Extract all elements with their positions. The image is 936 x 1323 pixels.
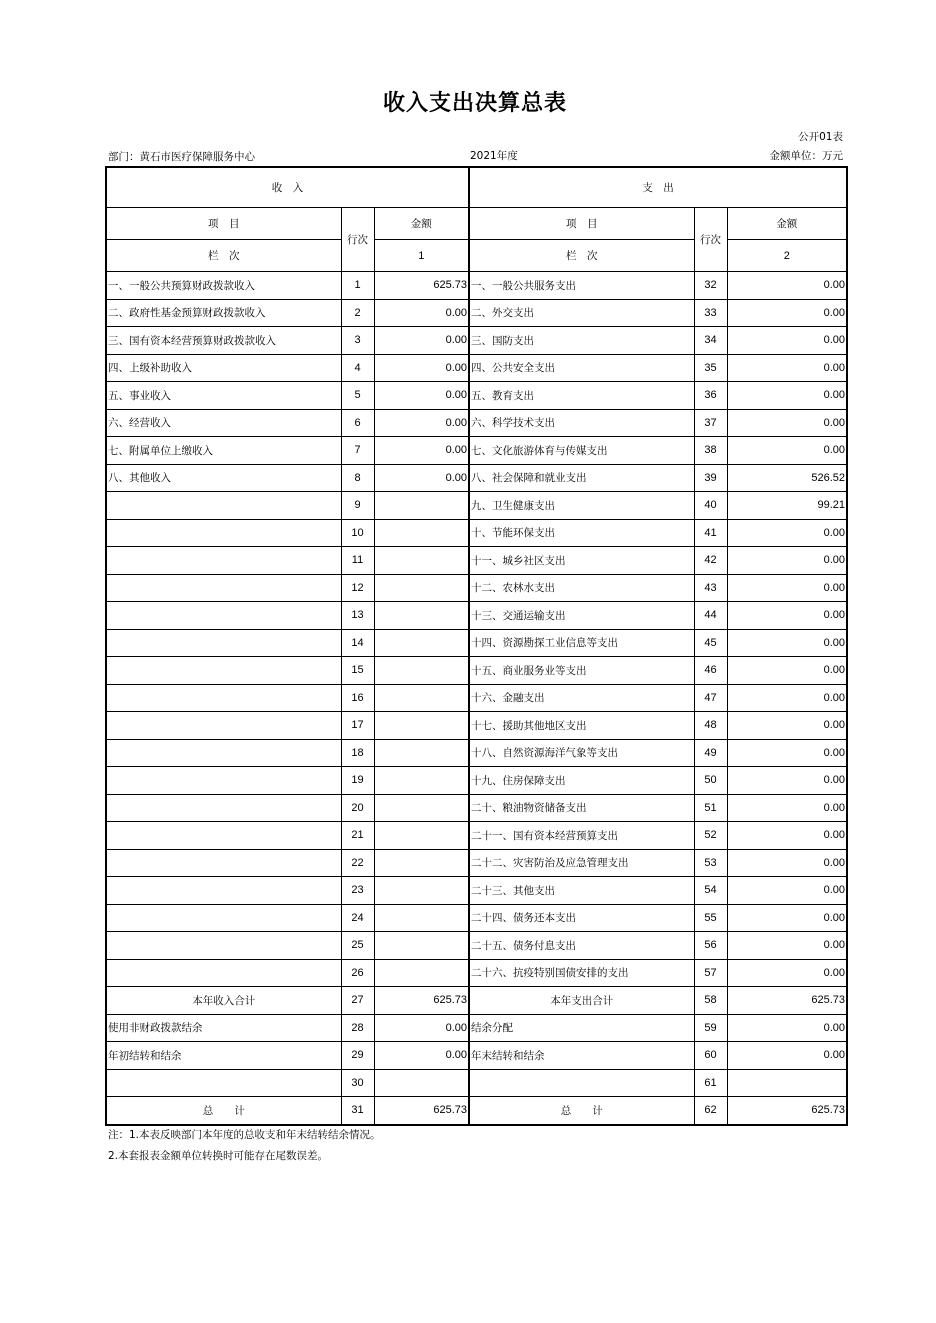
income-item-cell [106, 712, 341, 740]
expense-amount-cell: 0.00 [727, 904, 847, 932]
header-row-index [106, 240, 847, 272]
income-rowno-cell: 28 [341, 1014, 374, 1042]
expense-item-cell: 二、外交支出 [469, 299, 694, 327]
expense-item-cell: 本年支出合计 [469, 987, 694, 1015]
expense-rowno-cell: 33 [694, 299, 727, 327]
expense-item-cell: 结余分配 [469, 1014, 694, 1042]
income-amount-cell: 0.00 [374, 1014, 469, 1042]
income-amount-cell: 625.73 [374, 987, 469, 1015]
income-item-cell: 五、事业收入 [106, 382, 341, 410]
expense-item-cell: 十六、金融支出 [469, 684, 694, 712]
income-item-cell [106, 574, 341, 602]
expense-amount-cell: 0.00 [727, 767, 847, 795]
expense-item-cell: 十三、交通运输支出 [469, 602, 694, 630]
total-row [106, 1097, 847, 1125]
year-label: 2021年度 [470, 150, 518, 162]
table-row [106, 629, 847, 657]
form-number: 公开01表 [798, 131, 843, 143]
expense-amount-cell: 0.00 [727, 712, 847, 740]
income-rowno-cell: 8 [341, 464, 374, 492]
income-item-cell [106, 492, 341, 520]
table-row [106, 519, 847, 547]
expense-amount-cell: 0.00 [727, 382, 847, 410]
income-rowno-cell: 10 [341, 519, 374, 547]
income-item-cell: 使用非财政拨款结余 [106, 1014, 341, 1042]
table-row [106, 354, 847, 382]
expense-amount-cell: 0.00 [727, 1042, 847, 1070]
expense-amount-cell: 0.00 [727, 1014, 847, 1042]
expense-amount-cell: 0.00 [727, 822, 847, 850]
expense-amount-cell: 0.00 [727, 409, 847, 437]
income-rowno-cell: 16 [341, 684, 374, 712]
footnote-1: 注：1.本表反映部门本年度的总收支和年末结转结余情况。 [108, 1129, 381, 1141]
expense-item-cell: 二十四、债务还本支出 [469, 904, 694, 932]
income-item-cell [106, 629, 341, 657]
expense-item-cell: 八、社会保障和就业支出 [469, 464, 694, 492]
expense-rowno-cell: 55 [694, 904, 727, 932]
table-row [106, 959, 847, 987]
expense-rowno-cell: 41 [694, 519, 727, 547]
income-amount-cell [374, 739, 469, 767]
table-row [106, 437, 847, 465]
income-rowno-cell: 18 [341, 739, 374, 767]
budget-table [105, 166, 848, 1126]
income-section-header: 收 入 [106, 167, 469, 208]
expense-amount-cell: 99.21 [727, 492, 847, 520]
income-amount-cell [374, 794, 469, 822]
income-column-index: 1 [374, 240, 469, 272]
total-row [106, 1069, 847, 1097]
income-amount-cell [374, 657, 469, 685]
expense-amount-cell: 0.00 [727, 272, 847, 300]
income-item-cell: 八、其他收入 [106, 464, 341, 492]
expense-rowno-header: 行次 [694, 208, 727, 272]
expense-item-cell: 十五、商业服务业等支出 [469, 657, 694, 685]
expense-rowno-cell: 39 [694, 464, 727, 492]
expense-item-cell: 三、国防支出 [469, 327, 694, 355]
income-amount-cell [374, 547, 469, 575]
income-item-cell: 三、国有资本经营预算财政拨款收入 [106, 327, 341, 355]
income-amount-cell [374, 712, 469, 740]
income-rowno-cell: 17 [341, 712, 374, 740]
income-rowno-cell: 15 [341, 657, 374, 685]
expense-rowno-cell: 57 [694, 959, 727, 987]
expense-rowno-cell: 52 [694, 822, 727, 850]
table-row [106, 822, 847, 850]
income-item-cell [106, 959, 341, 987]
income-item-cell: 总 计 [106, 1097, 341, 1125]
income-rowno-cell: 31 [341, 1097, 374, 1125]
income-rowno-header: 行次 [341, 208, 374, 272]
expense-item-cell: 十七、援助其他地区支出 [469, 712, 694, 740]
income-rowno-cell: 27 [341, 987, 374, 1015]
income-amount-cell [374, 684, 469, 712]
expense-item-cell: 十八、自然资源海洋气象等支出 [469, 739, 694, 767]
expense-item-cell: 二十一、国有资本经营预算支出 [469, 822, 694, 850]
income-item-cell [106, 849, 341, 877]
expense-item-cell: 六、科学技术支出 [469, 409, 694, 437]
income-rowno-cell: 2 [341, 299, 374, 327]
expense-item-cell: 十四、资源勘探工业信息等支出 [469, 629, 694, 657]
income-amount-cell [374, 904, 469, 932]
header-row-columns [106, 208, 847, 240]
expense-rowno-cell: 53 [694, 849, 727, 877]
income-rowno-cell: 11 [341, 547, 374, 575]
expense-item-cell: 十一、城乡社区支出 [469, 547, 694, 575]
expense-item-cell: 二十五、债务付息支出 [469, 932, 694, 960]
table-row [106, 492, 847, 520]
expense-amount-cell: 625.73 [727, 1097, 847, 1125]
income-amount-cell [374, 492, 469, 520]
table-row [106, 547, 847, 575]
income-item-cell [106, 602, 341, 630]
expense-item-cell: 二十、粮油物资储备支出 [469, 794, 694, 822]
income-item-cell: 六、经营收入 [106, 409, 341, 437]
table-row [106, 739, 847, 767]
expense-item-cell: 十、节能环保支出 [469, 519, 694, 547]
income-item-cell [106, 519, 341, 547]
table-row [106, 272, 847, 300]
department-label: 部门：黄石市医疗保障服务中心 [108, 151, 255, 163]
table-row [106, 849, 847, 877]
table-row [106, 464, 847, 492]
income-amount-cell [374, 877, 469, 905]
income-item-cell: 本年收入合计 [106, 987, 341, 1015]
expense-rowno-cell: 42 [694, 547, 727, 575]
income-item-cell: 一、一般公共预算财政拨款收入 [106, 272, 341, 300]
expense-amount-cell: 0.00 [727, 657, 847, 685]
expense-rowno-cell: 47 [694, 684, 727, 712]
expense-rowno-cell: 44 [694, 602, 727, 630]
income-amount-cell [374, 519, 469, 547]
income-rowno-cell: 6 [341, 409, 374, 437]
expense-item-cell: 五、教育支出 [469, 382, 694, 410]
income-rowno-cell: 25 [341, 932, 374, 960]
income-rowno-cell: 9 [341, 492, 374, 520]
expense-column-index: 2 [727, 240, 847, 272]
expense-rowno-cell: 37 [694, 409, 727, 437]
income-amount-cell: 0.00 [374, 382, 469, 410]
expense-rowno-cell: 58 [694, 987, 727, 1015]
income-rowno-cell: 30 [341, 1069, 374, 1097]
expense-rowno-cell: 40 [694, 492, 727, 520]
income-amount-cell: 0.00 [374, 327, 469, 355]
income-item-cell [106, 1069, 341, 1097]
expense-item-cell: 年末结转和结余 [469, 1042, 694, 1070]
expense-rowno-cell: 56 [694, 932, 727, 960]
expense-amount-cell: 0.00 [727, 354, 847, 382]
table-row [106, 877, 847, 905]
expense-item-cell: 二十三、其他支出 [469, 877, 694, 905]
expense-rowno-cell: 45 [694, 629, 727, 657]
expense-amount-cell: 0.00 [727, 519, 847, 547]
expense-item-cell: 二十六、抗疫特别国债安排的支出 [469, 959, 694, 987]
income-amount-cell: 0.00 [374, 409, 469, 437]
expense-item-cell: 七、文化旅游体育与传媒支出 [469, 437, 694, 465]
income-rowno-cell: 5 [341, 382, 374, 410]
expense-item-cell: 一、一般公共服务支出 [469, 272, 694, 300]
income-item-cell [106, 684, 341, 712]
expense-column-label: 栏 次 [469, 240, 694, 272]
income-rowno-cell: 24 [341, 904, 374, 932]
expense-rowno-cell: 34 [694, 327, 727, 355]
table-row [106, 684, 847, 712]
expense-item-cell: 总 计 [469, 1097, 694, 1125]
expense-rowno-cell: 46 [694, 657, 727, 685]
total-row [106, 1014, 847, 1042]
income-rowno-cell: 23 [341, 877, 374, 905]
income-rowno-cell: 3 [341, 327, 374, 355]
income-rowno-cell: 13 [341, 602, 374, 630]
table-row [106, 602, 847, 630]
expense-rowno-cell: 51 [694, 794, 727, 822]
income-item-cell: 四、上级补助收入 [106, 354, 341, 382]
income-item-cell: 七、附属单位上缴收入 [106, 437, 341, 465]
income-amount-cell [374, 959, 469, 987]
income-rowno-cell: 12 [341, 574, 374, 602]
expense-item-header: 项 目 [469, 208, 694, 240]
income-amount-cell: 0.00 [374, 464, 469, 492]
expense-rowno-cell: 48 [694, 712, 727, 740]
expense-amount-header: 金额 [727, 208, 847, 240]
income-item-cell [106, 739, 341, 767]
income-rowno-cell: 19 [341, 767, 374, 795]
header-row-sections [106, 167, 847, 208]
income-rowno-cell: 20 [341, 794, 374, 822]
expense-item-cell [469, 1069, 694, 1097]
expense-amount-cell: 526.52 [727, 464, 847, 492]
income-amount-cell [374, 574, 469, 602]
table-row [106, 932, 847, 960]
table-row [106, 574, 847, 602]
expense-item-cell: 十九、住房保障支出 [469, 767, 694, 795]
income-amount-cell: 625.73 [374, 1097, 469, 1125]
expense-amount-cell: 0.00 [727, 794, 847, 822]
expense-rowno-cell: 35 [694, 354, 727, 382]
income-item-cell [106, 794, 341, 822]
income-item-header: 项 目 [106, 208, 341, 240]
income-amount-cell [374, 1069, 469, 1097]
expense-rowno-cell: 43 [694, 574, 727, 602]
unit-label: 金额单位：万元 [769, 150, 843, 162]
expense-amount-cell: 0.00 [727, 739, 847, 767]
income-item-cell: 年初结转和结余 [106, 1042, 341, 1070]
income-amount-cell: 0.00 [374, 354, 469, 382]
expense-item-cell: 十二、农林水支出 [469, 574, 694, 602]
income-item-cell [106, 877, 341, 905]
expense-rowno-cell: 60 [694, 1042, 727, 1070]
expense-rowno-cell: 50 [694, 767, 727, 795]
table-row [106, 767, 847, 795]
income-amount-cell: 0.00 [374, 299, 469, 327]
expense-amount-cell: 0.00 [727, 299, 847, 327]
table-row [106, 327, 847, 355]
table-row [106, 904, 847, 932]
expense-rowno-cell: 49 [694, 739, 727, 767]
table-row [106, 712, 847, 740]
income-rowno-cell: 4 [341, 354, 374, 382]
table-row [106, 409, 847, 437]
income-rowno-cell: 1 [341, 272, 374, 300]
expense-item-cell: 四、公共安全支出 [469, 354, 694, 382]
income-rowno-cell: 29 [341, 1042, 374, 1070]
expense-item-cell: 九、卫生健康支出 [469, 492, 694, 520]
income-amount-cell: 625.73 [374, 272, 469, 300]
table-row [106, 657, 847, 685]
income-item-cell [106, 932, 341, 960]
expense-amount-cell [727, 1069, 847, 1097]
income-rowno-cell: 7 [341, 437, 374, 465]
income-rowno-cell: 26 [341, 959, 374, 987]
income-amount-cell: 0.00 [374, 1042, 469, 1070]
expense-amount-cell: 0.00 [727, 574, 847, 602]
table-row [106, 382, 847, 410]
income-rowno-cell: 22 [341, 849, 374, 877]
expense-item-cell: 二十二、灾害防治及应急管理支出 [469, 849, 694, 877]
income-item-cell [106, 767, 341, 795]
expense-amount-cell: 0.00 [727, 849, 847, 877]
income-item-cell [106, 904, 341, 932]
income-amount-cell [374, 602, 469, 630]
expense-rowno-cell: 62 [694, 1097, 727, 1125]
expense-amount-cell: 0.00 [727, 932, 847, 960]
expense-section-header: 支 出 [469, 167, 847, 208]
income-amount-cell [374, 629, 469, 657]
income-amount-cell [374, 822, 469, 850]
expense-amount-cell: 625.73 [727, 987, 847, 1015]
income-amount-cell: 0.00 [374, 437, 469, 465]
total-row [106, 987, 847, 1015]
income-item-cell: 二、政府性基金预算财政拨款收入 [106, 299, 341, 327]
table-row [106, 299, 847, 327]
expense-amount-cell: 0.00 [727, 629, 847, 657]
income-item-cell [106, 657, 341, 685]
income-item-cell [106, 547, 341, 575]
income-amount-cell [374, 932, 469, 960]
income-amount-header: 金额 [374, 208, 469, 240]
expense-amount-cell: 0.00 [727, 959, 847, 987]
expense-amount-cell: 0.00 [727, 602, 847, 630]
income-amount-cell [374, 767, 469, 795]
expense-rowno-cell: 61 [694, 1069, 727, 1097]
expense-amount-cell: 0.00 [727, 547, 847, 575]
expense-amount-cell: 0.00 [727, 437, 847, 465]
expense-rowno-cell: 54 [694, 877, 727, 905]
expense-amount-cell: 0.00 [727, 877, 847, 905]
footnote-2: 2.本套报表金额单位转换时可能存在尾数误差。 [108, 1150, 329, 1162]
income-rowno-cell: 21 [341, 822, 374, 850]
expense-amount-cell: 0.00 [727, 327, 847, 355]
income-rowno-cell: 14 [341, 629, 374, 657]
expense-amount-cell: 0.00 [727, 684, 847, 712]
expense-rowno-cell: 59 [694, 1014, 727, 1042]
income-column-label: 栏 次 [106, 240, 341, 272]
income-amount-cell [374, 849, 469, 877]
page-title: 收入支出决算总表 [382, 91, 567, 116]
table-row [106, 794, 847, 822]
expense-rowno-cell: 32 [694, 272, 727, 300]
expense-rowno-cell: 38 [694, 437, 727, 465]
income-item-cell [106, 822, 341, 850]
total-row [106, 1042, 847, 1070]
expense-rowno-cell: 36 [694, 382, 727, 410]
